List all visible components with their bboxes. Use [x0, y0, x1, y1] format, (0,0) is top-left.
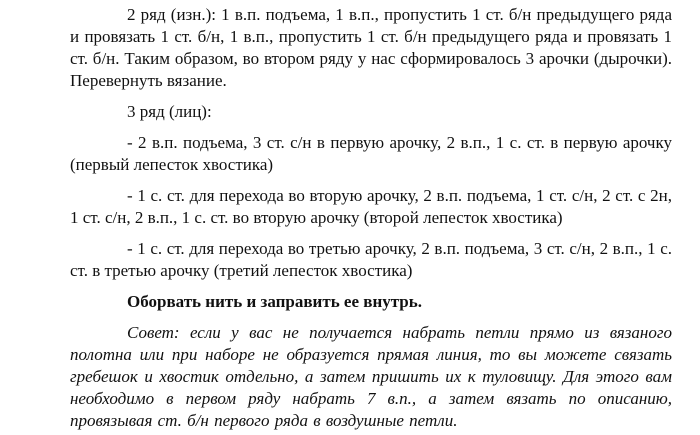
- paragraph-cut-thread-bold: Оборвать нить и заправить ее внутрь.: [127, 292, 423, 311]
- paragraph-second-petal: - 1 с. ст. для перехода во вторую арочку, 2 в.п. подъема, 1 ст. с/н, 2 ст. с 2н, 1 ст. с/н, 2 в.п., 1 с. ст. во вторую арочку (второй лепесток хвостика): [70, 186, 672, 227]
- paragraph-third-petal: - 1 с. ст. для перехода во третью арочку, 2 в.п. подъема, 3 ст. с/н, 2 в.п., 1 с. ст. в третью арочку (третий лепесток хвостика): [70, 239, 672, 280]
- paragraph-row-3-heading: 3 ряд (лиц):: [127, 102, 212, 121]
- paragraph-row-2-instructions: 2 ряд (изн.): 1 в.п. подъема, 1 в.п., пропустить 1 ст. б/н предыдущего ряда и провязать 1 ст. б/н, 1 в.п., пропустить 1 ст. б/н предыдущего ряда и провязать 1 ст. б/н. Таким образом, во втором ряду у нас сформировалось 3 арочки (дырочки). Перевернуть вязание.: [70, 5, 672, 90]
- paragraph-first-petal: - 2 в.п. подъема, 3 ст. с/н в первую арочку, 2 в.п., 1 с. ст. в первую арочку (первый лепесток хвостика): [70, 133, 672, 174]
- paragraph-tip-italic: Совет: если у вас не получается набрать петли прямо из вязаного полотна или при наборе не образуется прямая линия, то вы можете связать гребешок и хвостик отдельно, а затем пришить их к туловищу. Для этого вам необходимо в первом ряду набрать 7 в.п., а затем вязать по описанию, провязывая ст. б/н первого ряда в воздушные петли.: [70, 323, 672, 430]
